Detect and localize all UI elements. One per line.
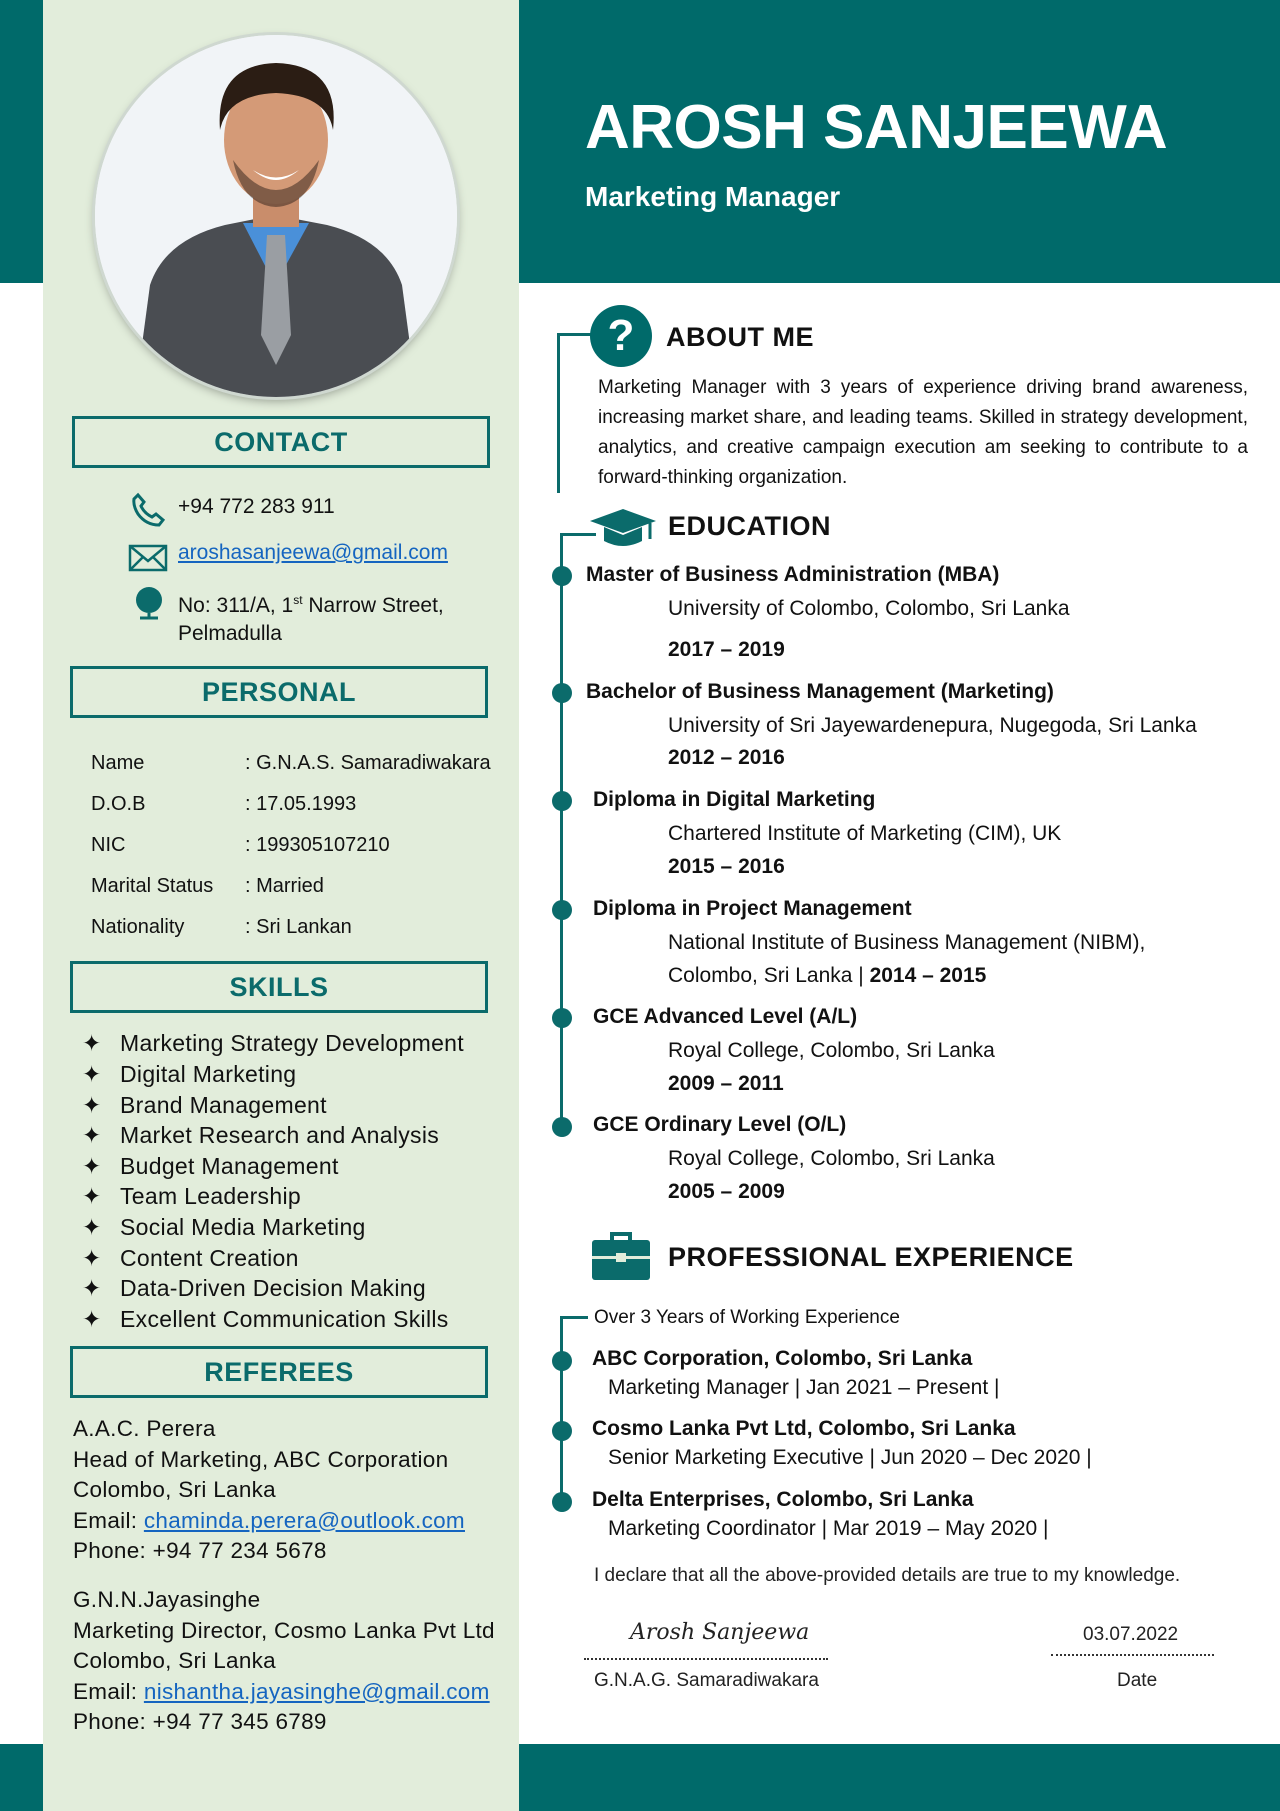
briefcase-icon bbox=[590, 1230, 652, 1287]
edu-institution: University of Colombo, Colombo, Sri Lanka bbox=[668, 597, 1070, 620]
skill-item bbox=[82, 1245, 299, 1272]
signature-line bbox=[584, 1658, 828, 1660]
edu-years: 2009 – 2011 bbox=[668, 1072, 784, 1095]
job-title: Marketing Manager bbox=[585, 181, 841, 212]
edu-degree: GCE Advanced Level (A/L) bbox=[593, 1005, 858, 1028]
edu-years: 2017 – 2019 bbox=[668, 638, 785, 661]
skill-item bbox=[82, 1153, 339, 1180]
referee-1 bbox=[73, 1414, 465, 1567]
contact-email-link[interactable]: aroshasanjeewa@gmail.com bbox=[178, 541, 448, 564]
education-heading: EDUCATION bbox=[668, 511, 831, 541]
personal-value-nic: : 199305107210 bbox=[245, 834, 390, 856]
edu-degree: GCE Ordinary Level (O/L) bbox=[593, 1113, 847, 1136]
globe-icon bbox=[132, 585, 166, 628]
personal-value-name: : G.N.A.S. Samaradiwakara bbox=[245, 752, 491, 774]
personal-value-nationality: : Sri Lankan bbox=[245, 916, 352, 938]
referee-email-label: Email: bbox=[73, 1507, 144, 1533]
address-line1-post: Narrow Street, bbox=[302, 594, 444, 617]
phone-icon bbox=[130, 492, 166, 533]
personal-label-name: Name bbox=[91, 752, 145, 774]
edu-years: 2014 – 2015 bbox=[869, 964, 987, 987]
skill-item bbox=[82, 1183, 301, 1210]
experience-connector bbox=[560, 1316, 588, 1319]
personal-label-nic: NIC bbox=[91, 834, 126, 856]
referee-name: A.A.C. Perera bbox=[73, 1416, 216, 1441]
exp-company: ABC Corporation, Colombo, Sri Lanka bbox=[592, 1347, 973, 1370]
edu-institution: Royal College, Colombo, Sri Lanka bbox=[668, 1147, 995, 1170]
exp-company: Cosmo Lanka Pvt Ltd, Colombo, Sri Lanka bbox=[592, 1417, 1016, 1440]
timeline-dot bbox=[552, 1492, 572, 1512]
about-line bbox=[557, 333, 560, 493]
referee-name: G.N.N.Jayasinghe bbox=[73, 1587, 261, 1612]
personal-value-marital: : Married bbox=[245, 875, 324, 897]
edu-years: 2015 – 2016 bbox=[668, 855, 785, 878]
full-name: AROSH SANJEEWA bbox=[585, 93, 1168, 162]
edu-institution-line2 bbox=[668, 964, 986, 988]
referee-location: Colombo, Sri Lanka bbox=[73, 1477, 276, 1502]
star-icon: ✦ bbox=[82, 1061, 102, 1087]
timeline-dot bbox=[552, 1351, 572, 1371]
skill-label: Team Leadership bbox=[120, 1183, 301, 1209]
referee-phone: Phone: +94 77 234 5678 bbox=[73, 1538, 327, 1563]
date-label: Date bbox=[1117, 1670, 1158, 1691]
edu-degree: Diploma in Digital Marketing bbox=[593, 788, 876, 811]
referee-phone: Phone: +94 77 345 6789 bbox=[73, 1709, 327, 1734]
skill-label: Brand Management bbox=[120, 1092, 327, 1118]
skill-item bbox=[82, 1275, 426, 1302]
timeline-dot bbox=[552, 791, 572, 811]
exp-company: Delta Enterprises, Colombo, Sri Lanka bbox=[592, 1488, 974, 1511]
experience-heading: PROFESSIONAL EXPERIENCE bbox=[668, 1242, 1074, 1272]
skill-label: Digital Marketing bbox=[120, 1061, 297, 1087]
referee-2 bbox=[73, 1585, 495, 1738]
signature-date: 03.07.2022 bbox=[1083, 1624, 1179, 1645]
personal-label-dob: D.O.B bbox=[91, 793, 146, 815]
referees-heading: REFEREES bbox=[70, 1346, 488, 1398]
about-text: Marketing Manager with 3 years of experience driving brand awareness, increasing market share, and leading teams. Skilled in strategy development, analytics, and creative campaign execution am seeking to contribute to a forward-thinking organization. bbox=[598, 377, 1248, 488]
personal-label-marital: Marital Status bbox=[91, 875, 214, 897]
referee-email-link[interactable]: nishantha.jayasinghe@gmail.com bbox=[143, 1678, 490, 1704]
skill-label: Marketing Strategy Development bbox=[120, 1030, 464, 1056]
referee-email-link[interactable]: chaminda.perera@outlook.com bbox=[143, 1507, 465, 1533]
star-icon: ✦ bbox=[82, 1092, 102, 1118]
timeline-dot bbox=[552, 900, 572, 920]
star-icon: ✦ bbox=[82, 1122, 102, 1148]
left-accent-bottom bbox=[0, 1744, 43, 1811]
skill-item bbox=[82, 1092, 327, 1119]
declaration-text: I declare that all the above-provided details are true to my knowledge. bbox=[594, 1565, 1181, 1586]
education-timeline bbox=[560, 533, 563, 1128]
left-accent-top bbox=[0, 0, 43, 283]
envelope-icon bbox=[128, 543, 168, 578]
skill-item bbox=[82, 1214, 366, 1241]
personal-heading: PERSONAL bbox=[70, 666, 488, 718]
profile-photo bbox=[95, 35, 457, 397]
skill-item bbox=[82, 1061, 296, 1088]
exp-detail: Marketing Coordinator | Mar 2019 – May 2020 | bbox=[608, 1517, 1049, 1540]
skill-label: Content Creation bbox=[120, 1245, 299, 1271]
address-line1-pre: No: 311/A, 1 bbox=[178, 594, 294, 617]
edu-institution2: Colombo, Sri Lanka | bbox=[668, 964, 870, 987]
contact-heading: CONTACT bbox=[72, 416, 490, 468]
edu-degree: Diploma in Project Management bbox=[593, 897, 912, 920]
edu-years: 2005 – 2009 bbox=[668, 1180, 785, 1203]
question-icon: ? bbox=[590, 305, 652, 367]
star-icon: ✦ bbox=[82, 1030, 102, 1056]
edu-institution: University of Sri Jayewardenepura, Nugegoda, Sri Lanka bbox=[668, 714, 1197, 737]
edu-years: 2012 – 2016 bbox=[668, 746, 785, 769]
timeline-dot bbox=[552, 566, 572, 586]
address-line2: Pelmadulla bbox=[178, 622, 282, 645]
experience-timeline bbox=[560, 1316, 563, 1502]
signer-name: G.N.A.G. Samaradiwakara bbox=[594, 1670, 819, 1691]
referee-position: Marketing Director, Cosmo Lanka Pvt Ltd bbox=[73, 1617, 495, 1643]
address-sup: st bbox=[293, 593, 303, 607]
skill-item bbox=[82, 1306, 449, 1333]
referee-email-row bbox=[73, 1506, 465, 1537]
timeline-dot bbox=[552, 1117, 572, 1137]
skills-heading: SKILLS bbox=[70, 961, 488, 1013]
timeline-dot bbox=[552, 1008, 572, 1028]
exp-detail: Marketing Manager | Jan 2021 – Present | bbox=[608, 1376, 1000, 1399]
contact-address bbox=[178, 586, 444, 648]
timeline-dot bbox=[552, 683, 572, 703]
about-connector bbox=[557, 333, 593, 336]
date-line bbox=[1051, 1654, 1214, 1656]
skill-label: Data-Driven Decision Making bbox=[120, 1275, 426, 1301]
referee-email-label: Email: bbox=[73, 1678, 144, 1704]
star-icon: ✦ bbox=[82, 1214, 102, 1240]
star-icon: ✦ bbox=[82, 1183, 102, 1209]
edu-institution: National Institute of Business Management (NIBM), bbox=[668, 931, 1146, 954]
star-icon: ✦ bbox=[82, 1245, 102, 1271]
contact-phone: +94 772 283 911 bbox=[178, 495, 335, 518]
referee-location: Colombo, Sri Lanka bbox=[73, 1648, 276, 1673]
about-heading: ABOUT ME bbox=[666, 322, 814, 352]
edu-degree: Master of Business Administration (MBA) bbox=[586, 563, 1000, 586]
edu-institution: Royal College, Colombo, Sri Lanka bbox=[668, 1039, 995, 1062]
edu-degree: Bachelor of Business Management (Marketing) bbox=[586, 680, 1054, 703]
edu-institution: Chartered Institute of Marketing (CIM), UK bbox=[668, 822, 1062, 845]
skill-label: Market Research and Analysis bbox=[120, 1122, 440, 1148]
skill-label: Excellent Communication Skills bbox=[120, 1306, 449, 1332]
referee-position: Head of Marketing, ABC Corporation bbox=[73, 1446, 449, 1472]
skill-item bbox=[82, 1122, 439, 1149]
graduation-cap-icon bbox=[588, 505, 658, 556]
timeline-dot bbox=[552, 1421, 572, 1441]
footer-band bbox=[519, 1744, 1280, 1811]
personal-value-dob: : 17.05.1993 bbox=[245, 793, 357, 815]
star-icon: ✦ bbox=[82, 1306, 102, 1332]
skill-label: Budget Management bbox=[120, 1153, 339, 1179]
person-icon bbox=[95, 35, 457, 397]
personal-label-nationality: Nationality bbox=[91, 916, 185, 938]
referee-email-row bbox=[73, 1677, 495, 1708]
exp-detail: Senior Marketing Executive | Jun 2020 – Dec 2020 | bbox=[608, 1446, 1092, 1469]
skill-label: Social Media Marketing bbox=[120, 1214, 366, 1240]
star-icon: ✦ bbox=[82, 1153, 102, 1179]
skill-item bbox=[82, 1030, 464, 1057]
experience-summary: Over 3 Years of Working Experience bbox=[594, 1307, 900, 1328]
star-icon: ✦ bbox=[82, 1275, 102, 1301]
signature: Arosh Sanjeewa bbox=[630, 1620, 810, 1645]
